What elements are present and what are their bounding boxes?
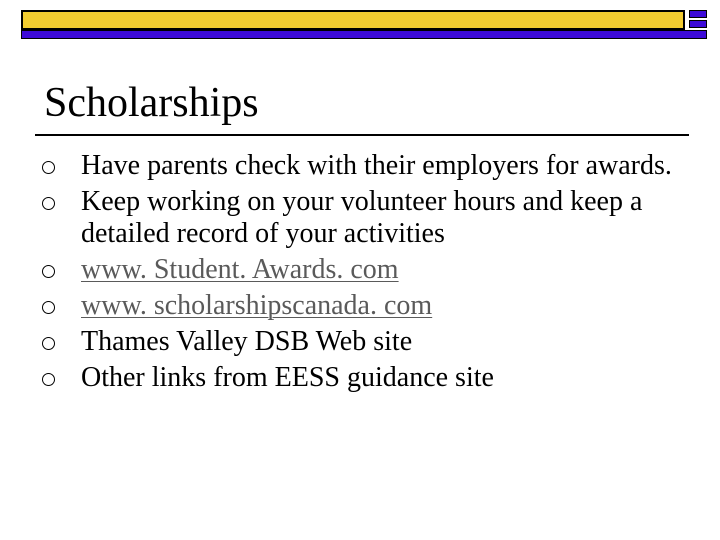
header-corner-box-top [689, 10, 707, 18]
slide-title: Scholarships [44, 80, 259, 126]
bullet-item [40, 326, 680, 358]
hollow-circle-bullet-icon [42, 301, 55, 314]
hollow-circle-bullet-icon [42, 265, 55, 278]
bullet-item [40, 150, 680, 182]
title-underline-divider [35, 134, 689, 136]
hollow-circle-bullet-icon [42, 337, 55, 350]
bullet-item [40, 290, 680, 322]
bullet-item [40, 254, 680, 286]
header-purple-bar [21, 30, 707, 39]
hollow-circle-bullet-icon [42, 197, 55, 210]
hollow-circle-bullet-icon [42, 373, 55, 386]
bullet-text-thames-valley: Thames Valley DSB Web site [81, 326, 413, 357]
bullet-item [40, 186, 680, 250]
bullet-item [40, 362, 680, 394]
bullet-text-employers: Have parents check with their employers for awards. [81, 150, 672, 181]
hollow-circle-bullet-icon [42, 161, 55, 174]
link-student-awards[interactable]: www. Student. Awards. com [81, 254, 399, 285]
bullet-list [40, 150, 680, 398]
header-corner-box-bottom [689, 20, 707, 28]
header-decoration [21, 10, 709, 40]
link-scholarships-canada[interactable]: www. scholarshipscanada. com [81, 290, 433, 321]
header-gold-bar [21, 10, 685, 30]
bullet-text-eess-guidance: Other links from EESS guidance site [81, 362, 494, 393]
bullet-text-volunteer-hours: Keep working on your volunteer hours and keep a detailed record of your activities [81, 186, 643, 249]
